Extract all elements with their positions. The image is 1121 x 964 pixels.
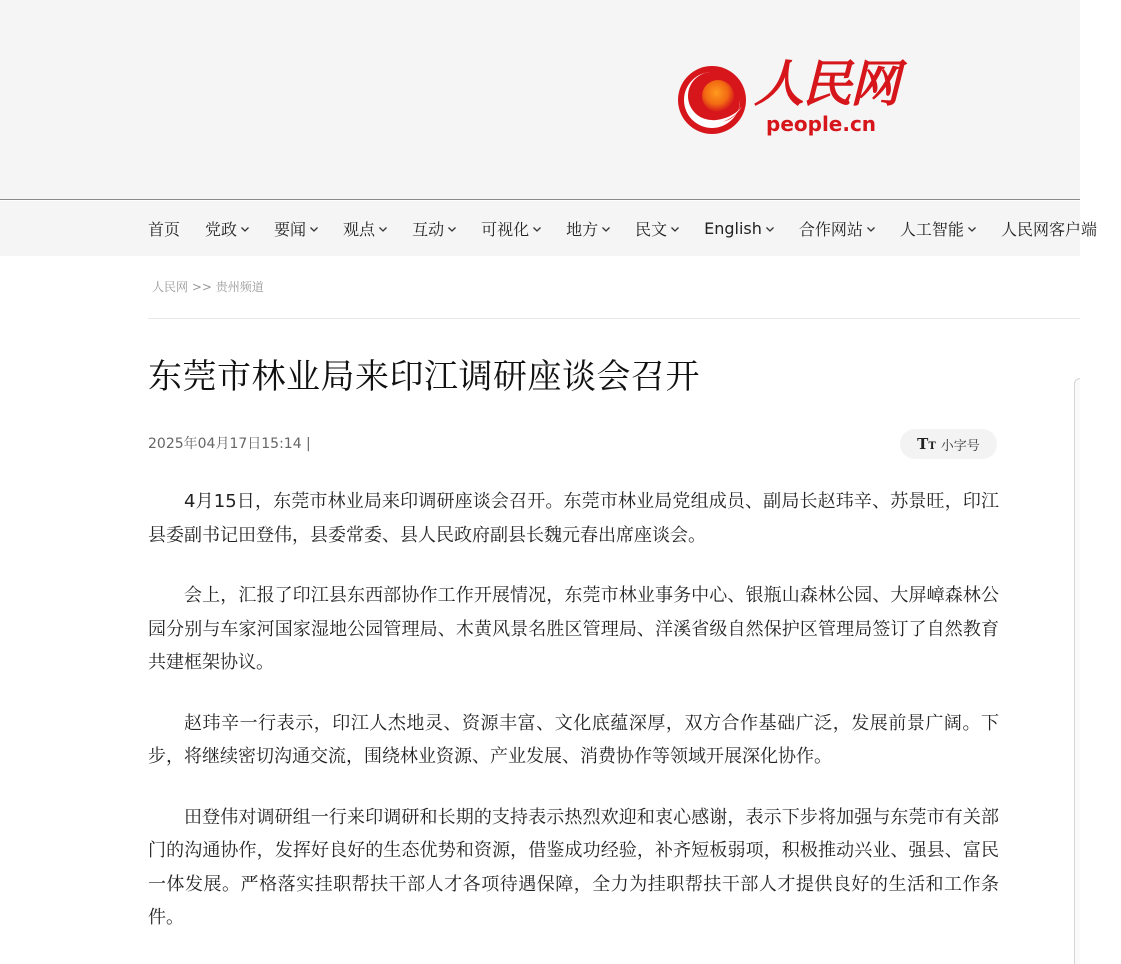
chevron-down-icon	[670, 224, 680, 234]
site-logo[interactable]	[674, 54, 898, 144]
nav-item-label: 人工智能	[899, 220, 964, 239]
side-scroll-panel[interactable]	[1074, 378, 1080, 964]
chevron-down-icon	[765, 224, 775, 234]
chevron-down-icon	[240, 224, 250, 234]
nav-item-6[interactable]	[566, 217, 611, 240]
nav-list	[148, 201, 1121, 256]
breadcrumb-home-link[interactable]: 人民网	[152, 280, 189, 294]
chevron-down-icon	[378, 224, 388, 234]
nav-item-7[interactable]	[635, 217, 680, 240]
nav-item-label: 要闻	[274, 220, 307, 239]
nav-item-11[interactable]	[1001, 217, 1097, 240]
logo-english-text: people.cn	[766, 112, 877, 136]
chevron-down-icon	[866, 224, 876, 234]
nav-item-label: 人民网客户端	[1000, 220, 1097, 239]
nav-item-0[interactable]	[148, 217, 180, 240]
main-nav	[0, 201, 1097, 256]
article-paragraph: 会上，汇报了印江县东西部协作工作开展情况，东莞市林业事务中心、银瓶山森林公园、大屏嶂森林公园分别与车家河国家湿地公园管理局、木黄风景名胜区管理局、洋溪省级自然保护区管理局签订了自然教育共建框架协议。	[148, 585, 999, 673]
article-paragraph: 4月15日，东莞市林业局来印调研座谈会召开。东莞市林业局党组成员、副局长赵玮辛、苏景旺，印江县委副书记田登伟，县委常委、县人民政府副县长魏元春出席座谈会。	[148, 491, 999, 546]
nav-item-label: 地方	[566, 220, 599, 239]
breadcrumb-separator: >>	[191, 280, 212, 294]
breadcrumb-channel-link[interactable]: 贵州频道	[215, 280, 264, 294]
masthead	[0, 0, 1080, 200]
nav-item-10[interactable]	[900, 217, 977, 240]
nav-item-5[interactable]	[481, 217, 542, 240]
nav-item-9[interactable]	[799, 217, 876, 240]
nav-item-8[interactable]	[704, 219, 775, 238]
article-title: 东莞市林业局来印江调研座谈会召开	[148, 357, 700, 397]
chevron-down-icon	[601, 224, 611, 234]
breadcrumb-divider	[148, 318, 1080, 319]
nav-item-label: English	[704, 219, 762, 238]
nav-item-label: 民文	[635, 220, 668, 239]
logo-chinese-text: 人民网	[754, 54, 898, 113]
nav-item-label: 党政	[205, 220, 238, 239]
article-paragraph: 田登伟对调研组一行来印调研和长期的支持表示热烈欢迎和衷心感谢，表示下步将加强与东莞市有关部门的沟通协作，发挥好良好的生态优势和资源，借鉴成功经验，补齐短板弱项，积极推动兴业、强县、富民一体发展。严格落实挂职帮扶干部人才各项待遇保障，全力为挂职帮扶干部人才提供良好的生活和工作条件。	[148, 806, 999, 928]
chevron-down-icon	[447, 224, 457, 234]
nav-item-1[interactable]	[205, 217, 250, 240]
chevron-down-icon	[967, 224, 977, 234]
text-size-icon: TT	[917, 435, 936, 453]
nav-item-label: 可视化	[481, 220, 530, 239]
people-logo-icon	[674, 62, 750, 138]
nav-item-label: 互动	[412, 220, 445, 239]
article-paragraph: 赵玮辛一行表示，印江人杰地灵、资源丰富、文化底蕴深厚，双方合作基础广泛，发展前景广阔。下步，将继续密切沟通交流，围绕林业资源、产业发展、消费协作等领域开展深化协作。	[148, 712, 999, 767]
article-datetime: 2025年04月17日15:14 |	[148, 436, 311, 452]
nav-item-label: 观点	[343, 220, 376, 239]
nav-item-label: 合作网站	[798, 220, 863, 239]
article-body	[148, 485, 999, 962]
nav-item-label: 首页	[148, 220, 181, 239]
nav-item-2[interactable]	[274, 217, 319, 240]
chevron-down-icon	[309, 224, 319, 234]
font-size-toggle-label: 小字号	[940, 438, 980, 454]
font-size-toggle-button[interactable]	[900, 429, 997, 459]
chevron-down-icon	[532, 224, 542, 234]
breadcrumb	[152, 278, 264, 295]
nav-item-3[interactable]	[343, 217, 388, 240]
nav-item-4[interactable]	[412, 217, 457, 240]
